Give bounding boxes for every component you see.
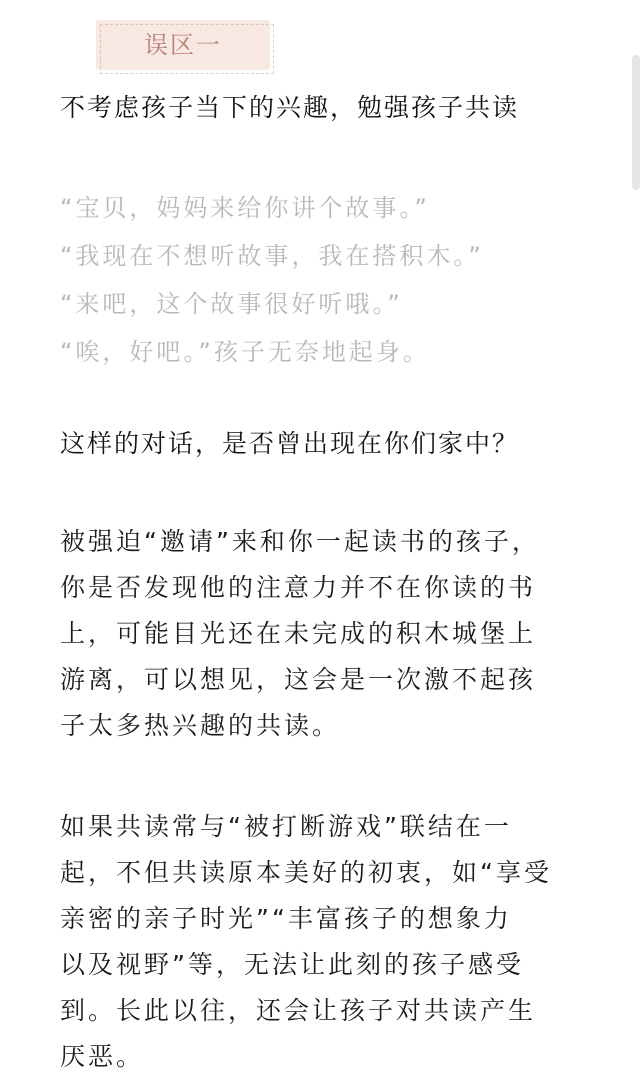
paragraph-line: 如果共读常与“被打断游戏”联结在一 xyxy=(60,812,512,841)
dialogue-line: “宝贝，妈妈来给你讲个故事。” xyxy=(60,194,430,222)
body-paragraph-1 xyxy=(60,519,600,749)
question-line: 这样的对话，是否曾出现在你们家中？ xyxy=(60,429,520,458)
paragraph-line: 子太多热兴趣的共读。 xyxy=(60,711,341,740)
section-tag xyxy=(96,20,270,70)
paragraph-line: 起，不但共读原本美好的初衷，如“享受 xyxy=(60,858,552,887)
paragraph-line: 到。长此以往，还会让孩子对共读产生 xyxy=(60,996,537,1025)
paragraph-line: 游离，可以想见，这会是一次激不起孩 xyxy=(60,665,537,694)
paragraph-line: 上，可能目光还在未完成的积木城堡上 xyxy=(60,619,537,648)
dialogue-line: “我现在不想听故事，我在搭积木。” xyxy=(60,242,484,270)
dialogue-line: “来吧，这个故事很好听哦。” xyxy=(60,290,403,318)
section-tag-label: 误区一 xyxy=(144,31,222,59)
section-headline: 不考虑孩子当下的兴趣，勉强孩子共读 xyxy=(60,93,520,122)
dialogue-line: “唉，好吧。”孩子无奈地起身。 xyxy=(60,338,430,366)
paragraph-line: 以及视野”等，无法让此刻的孩子感受 xyxy=(60,950,524,979)
paragraph-line: 厌恶。 xyxy=(60,1042,145,1071)
paragraph-line: 被强迫“邀请”来和你一起读书的孩子， xyxy=(60,527,540,556)
dialogue-block xyxy=(60,184,620,376)
vertical-scrollbar[interactable] xyxy=(632,55,640,190)
paragraph-line: 亲密的亲子时光”“丰富孩子的想象力 xyxy=(60,904,512,933)
paragraph-line: 你是否发现他的注意力并不在你读的书 xyxy=(60,573,537,602)
body-paragraph-2 xyxy=(60,804,600,1080)
